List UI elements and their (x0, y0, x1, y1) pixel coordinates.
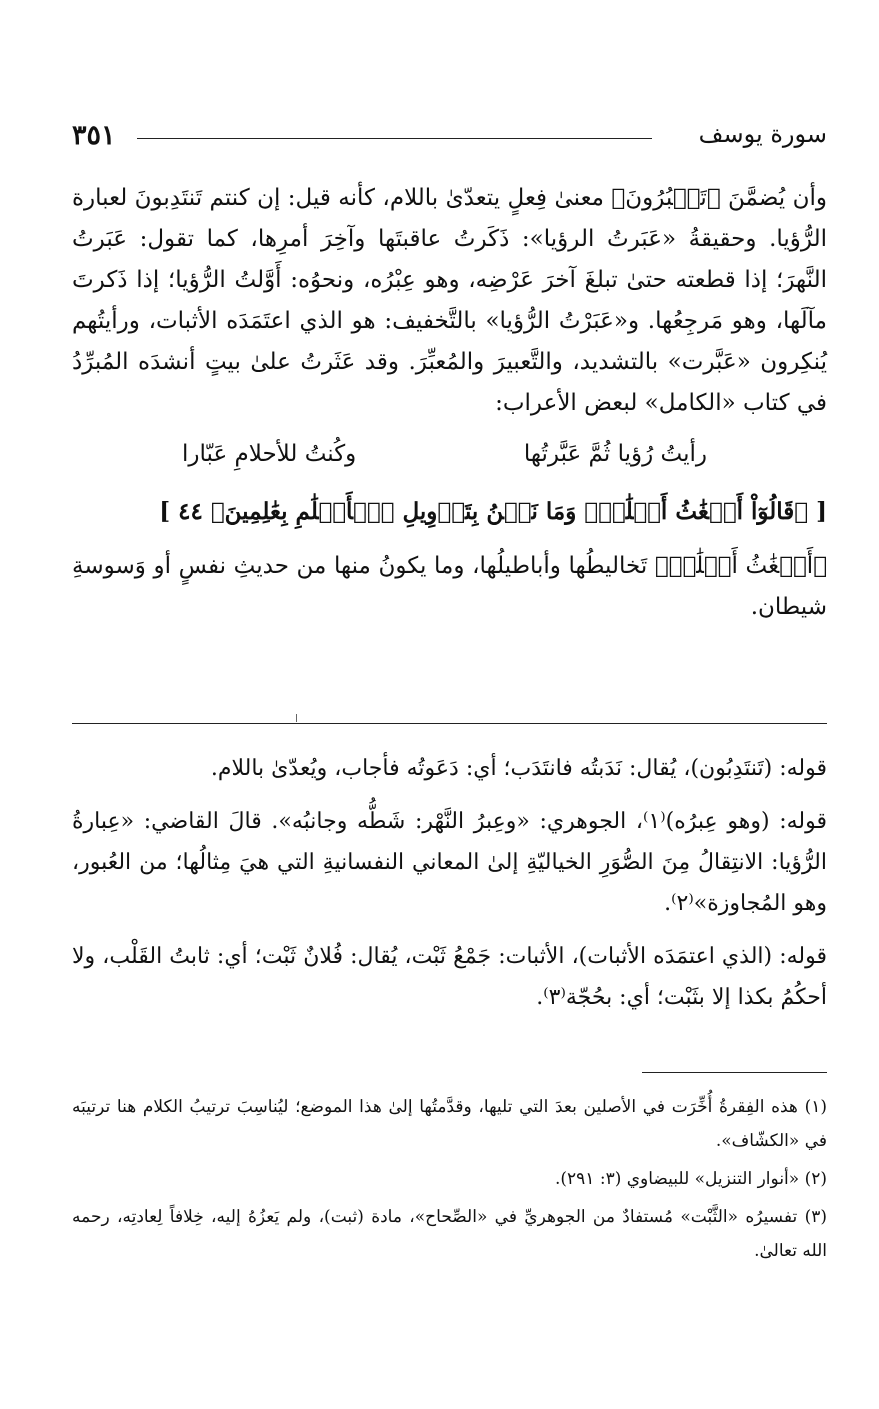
main-text (72, 178, 827, 628)
header-rule (137, 138, 652, 139)
poetry-verse (72, 434, 827, 474)
footnote: (٣) تفسيرُه «الثَّبْت» مُستفادٌ من الجوهريِّ في «الصِّحاح»، مادة (ثبت)، ولم يَعزُهُ إليه، خِلافاً لِعادتِه، رحمه الله تعالىٰ. (72, 1207, 827, 1261)
page-number: ٣٥١ (72, 120, 116, 151)
ayah-explanation: ﴿أَضۡغَٰثُ أَحۡلَٰمٖ﴾ تَخاليطُها وأباطيلُها، وما يكونُ منها من حديثِ نفسٍ أو وَسوسةِ شيطان. (72, 553, 827, 620)
main-paragraph: وأن يُضمَّنَ ﴿تَعۡبُرُونَ﴾ معنىٰ فِعلٍ يتعدّىٰ باللام، كأنه قيل: إن كنتم تَنتَدِبونَ لعبارة الرُّؤيا. وحقيقةُ «عَبَرتُ الرؤيا»: ذَكَرتُ عاقبتَها وآخِرَ أمرِها، كما تقول: عَبَرتُ النَّهرَ؛ إذا قطعته حتىٰ تبلغَ آخرَ عَرْضِه، وهو عِبْرُه، ونحوُه: أَوَّلتُ الرُّؤيا؛ إذا ذَكرتَ مآلَها، وهو مَرجِعُها. و«عَبَرْتُ الرُّؤيا» بالتَّخفيف: هو الذي اعتَمَدَه الأثبات، ورأيتُهم يُنكِرون «عَبَّرت» بالتشديد، والتَّعبيرَ والمُعبِّرَ. وقد عَثَرتُ علىٰ بيتٍ أنشدَه المُبرِّدُ في كتاب «الكامل» لبعض الأعراب: (72, 185, 827, 416)
verse-hemistich-left: وكُنتُ للأحلامِ عَبّارا (182, 441, 357, 467)
separator-mark (296, 714, 297, 722)
page-header (72, 120, 827, 160)
surah-name: سورة يوسف (698, 120, 827, 148)
footnotes (72, 1090, 827, 1272)
quran-ayah: [ ﴿قَالُوٓاْ أَضۡغَٰثُ أَحۡلَٰمٖۖ وَمَا نَحۡنُ بِتَأۡوِيلِ ٱلۡأَحۡلَٰمِ بِعَٰلِمِينَ﴾ ٤٤ ] (159, 498, 827, 525)
verse-hemistich-right: رأيتُ رُؤيا ثُمَّ عَبَّرتُها (523, 441, 707, 467)
commentary (72, 748, 827, 1030)
commentary-paragraph: قوله: (الذي اعتمَدَه الأثبات)، الأثبات: جَمْعُ ثَبْت، يُقال: فُلانٌ ثَبْت؛ أي: ثابتُ القَلْب، ولا أحكُمُ بكذا إلا بثَبْت؛ أي: بحُجّة⁽٣⁾. (72, 944, 827, 1010)
footnote: (٢) «أنوار التنزيل» للبيضاوي (٣: ٢٩١). (554, 1169, 827, 1189)
footnote: (١) هذه الفِقرةُ أُخِّرَت في الأصلين بعدَ التي تليها، وقدَّمتُها إلىٰ هذا الموضع؛ ليُناسِبَ ترتيبُ الكلام هنا ترتيبَه في «الكشّاف». (72, 1097, 827, 1151)
commentary-paragraph: قوله: (وهو عِبرُه)⁽١⁾، الجوهري: «وعِبرُ النَّهْر: شَطُّه وجانبُه». قالَ القاضي: «عِبارةُ الرُّؤيا: الانتِقالُ مِنَ الصُّوَرِ الخياليّةِ إلىٰ المعاني النفسانيةِ التي هيَ مِثالُها؛ من العُبور، وهو المُجاوزة»⁽٢⁾. (72, 809, 827, 916)
section-separator (72, 723, 827, 724)
commentary-paragraph: قوله: (تَنتَدِبُون)، يُقال: نَدَبتُه فانتَدَب؛ أي: دَعَوتُه فأجاب، ويُعدّىٰ باللام. (210, 756, 827, 781)
footnote-rule (642, 1072, 827, 1073)
